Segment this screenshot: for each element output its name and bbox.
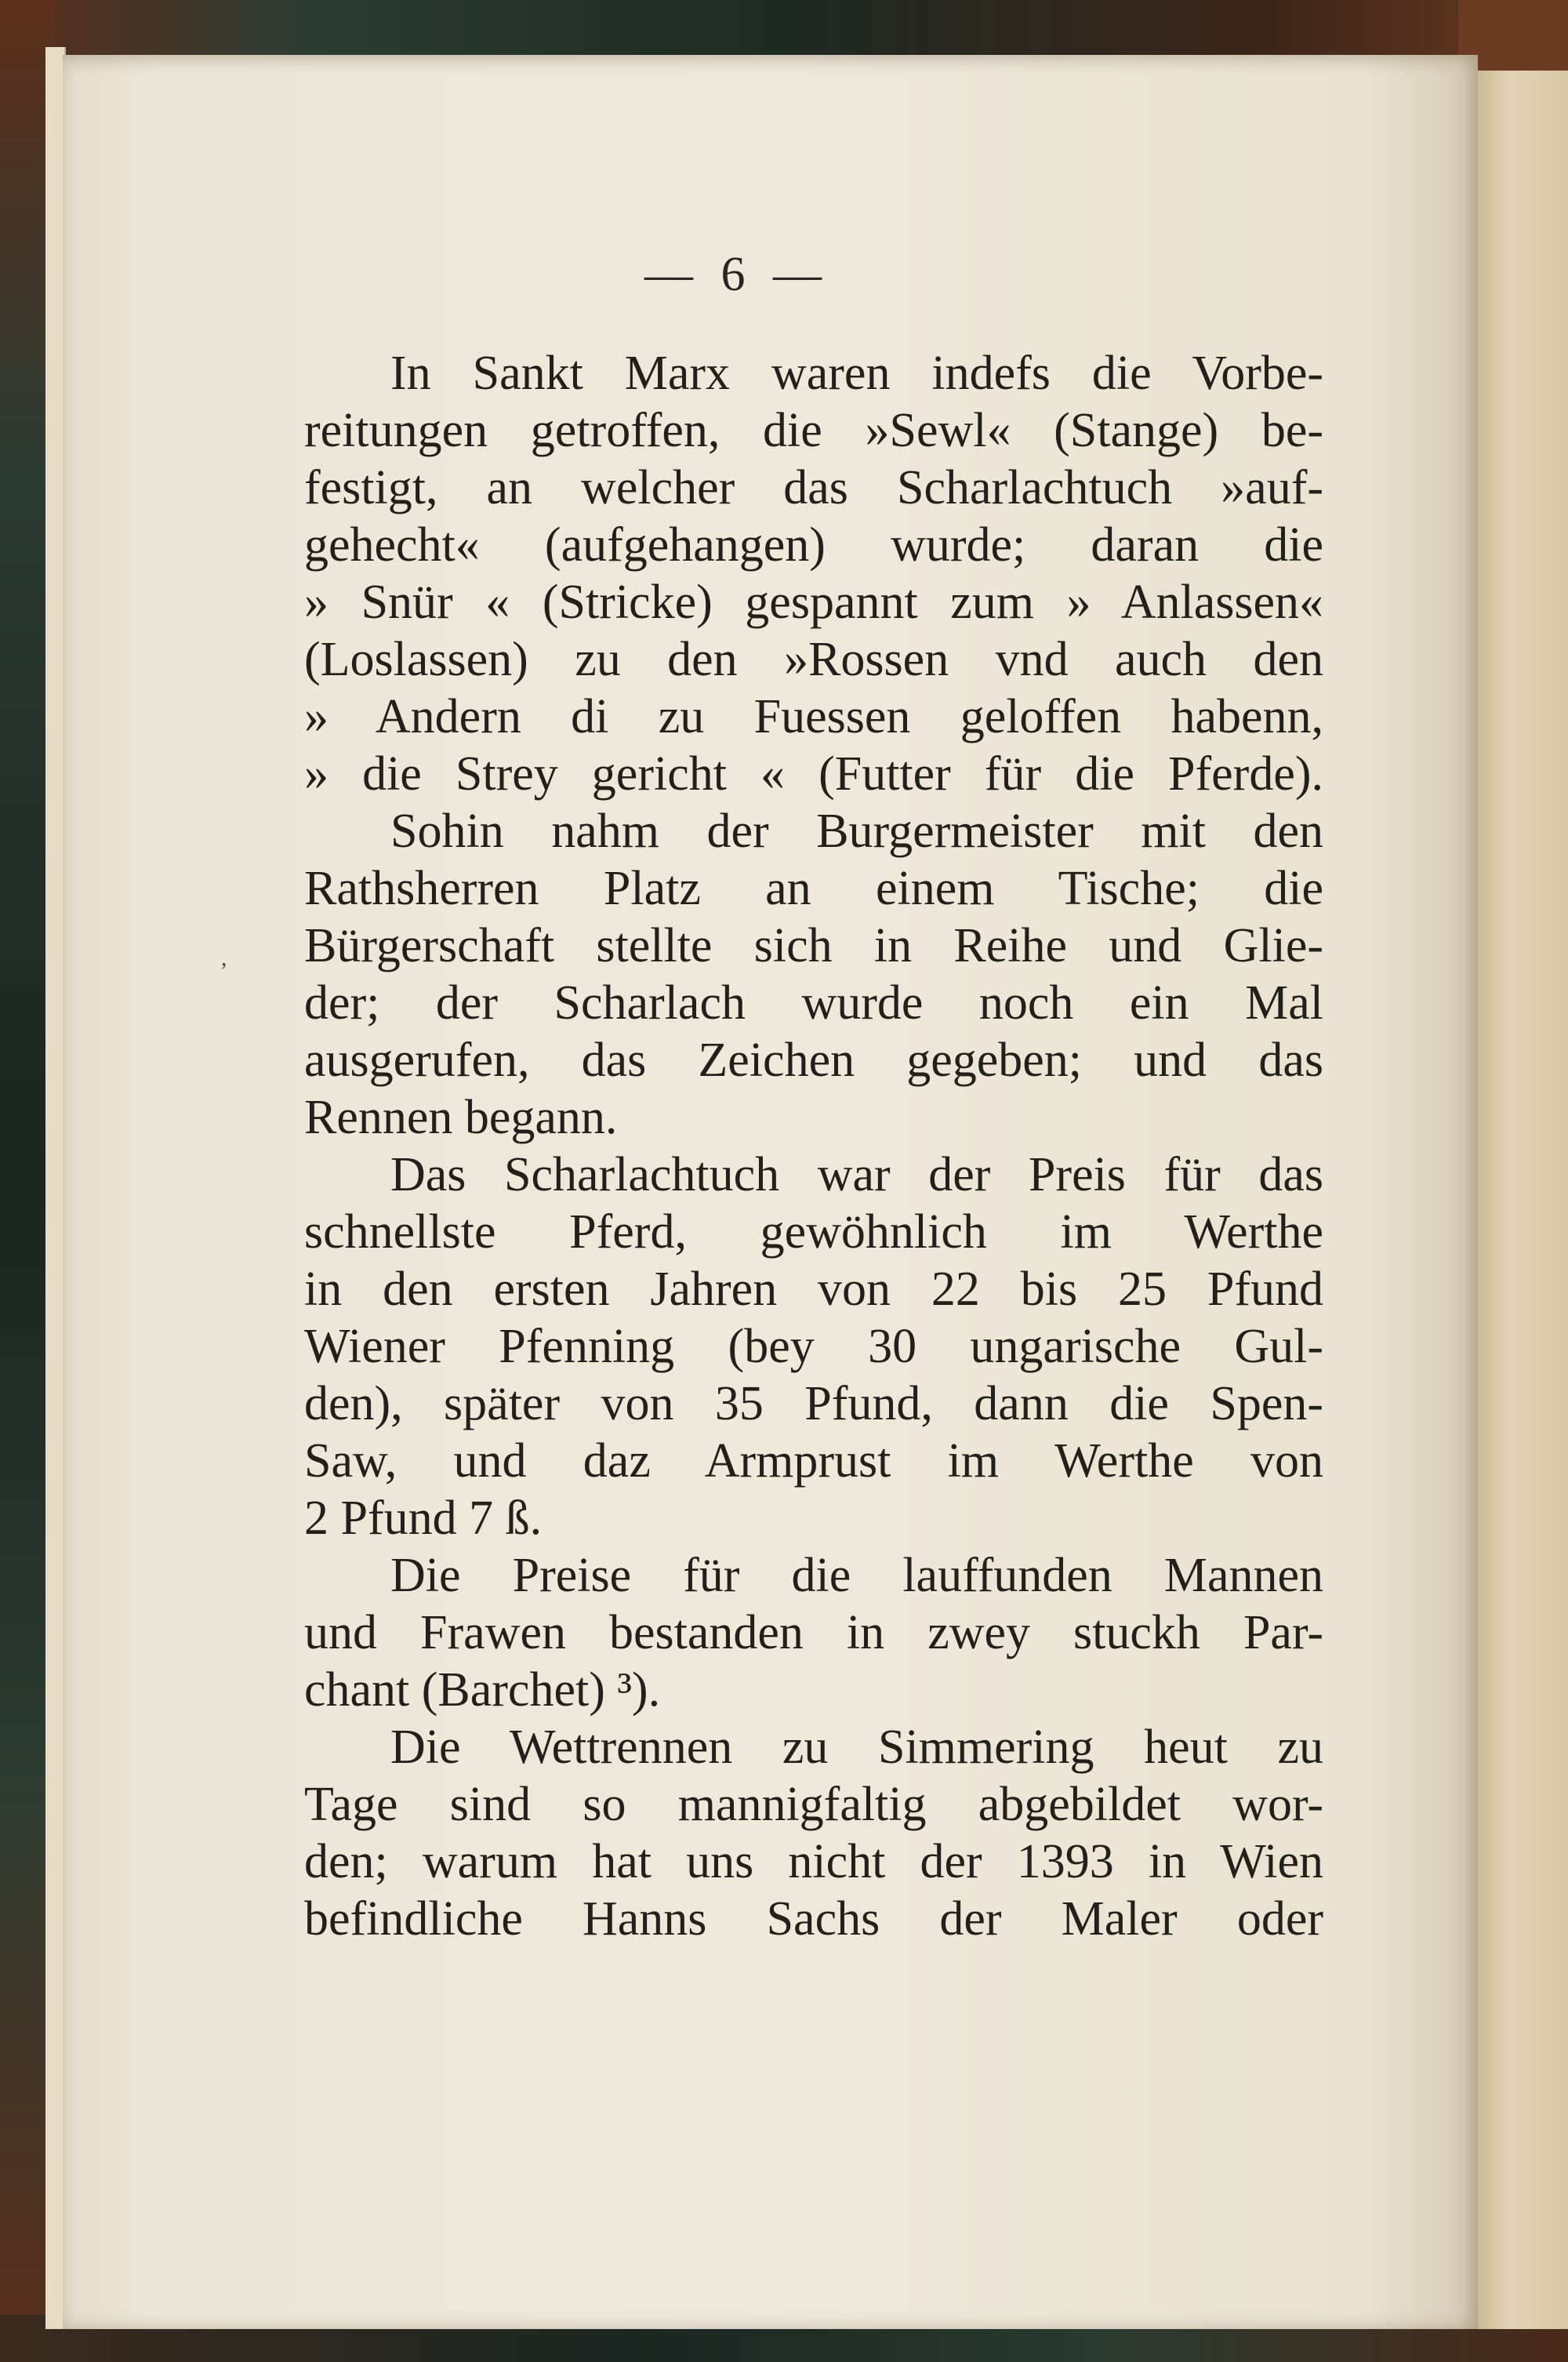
text-line: In Sankt Marx waren indefs die Vorbe- (390, 347, 1323, 400)
text-line: Rathsherren Platz an einem Tische; die (304, 862, 1323, 915)
text-line: gehecht« (aufgehangen) wurde; daran die (304, 518, 1323, 572)
text-line: Sohin nahm der Burgermeister mit den (390, 805, 1323, 858)
text-line: festigt, an welcher das Scharlachtuch »auf- (304, 461, 1323, 514)
text-line: Die Preise für die lauffunden Mannen (390, 1549, 1323, 1602)
text-line: chant (Barchet) ³). (304, 1663, 661, 1717)
text-line: Bürgerschaft stellte sich in Reihe und Glie- (304, 919, 1323, 972)
stray-ink-mark: , (221, 945, 227, 971)
book-cover-top (0, 0, 1568, 63)
text-line: » die Strey gericht « (Futter für die Pferde). (304, 747, 1323, 801)
text-line: Das Scharlachtuch war der Preis für das (390, 1148, 1323, 1201)
page-number: — 6 — (644, 248, 829, 301)
text-line: der; der Scharlach wurde noch ein Mal (304, 976, 1323, 1030)
text-line: in den ersten Jahren von 22 bis 25 Pfund (304, 1263, 1323, 1316)
facing-page-edge (1474, 71, 1568, 2329)
text-line: Saw, und daz Armprust im Werthe von (304, 1434, 1323, 1488)
text-line: und Frawen bestanden in zwey stuckh Par- (304, 1606, 1323, 1659)
text-line: 2 Pfund 7 ß. (304, 1492, 543, 1545)
text-line: den; warum hat uns nicht der 1393 in Wien (304, 1835, 1323, 1888)
text-line: ausgerufen, das Zeichen gegeben; und das (304, 1034, 1323, 1087)
text-line: Die Wettrennen zu Simmering heut zu (390, 1721, 1323, 1774)
text-line: Rennen begann. (304, 1091, 618, 1144)
text-line: den), später von 35 Pfund, dann die Spen- (304, 1377, 1323, 1430)
text-line: » Snür « (Stricke) gespannt zum » Anlassen« (304, 576, 1323, 629)
body-text (304, 345, 1323, 1948)
text-line: » Andern di zu Fuessen geloffen habenn, (304, 690, 1323, 743)
text-line: schnellste Pferd, gewöhnlich im Werthe (304, 1205, 1323, 1259)
text-line: Wiener Pfenning (bey 30 ungarische Gul- (304, 1320, 1323, 1373)
text-line: reitungen getroffen, die »Sewl« (Stange) be- (304, 404, 1323, 457)
text-line: (Loslassen) zu den »Rossen vnd auch den (304, 633, 1323, 686)
text-line: befindliche Hanns Sachs der Maler oder (304, 1892, 1323, 1946)
text-line: Tage sind so mannigfaltig abgebildet wor- (304, 1778, 1323, 1831)
